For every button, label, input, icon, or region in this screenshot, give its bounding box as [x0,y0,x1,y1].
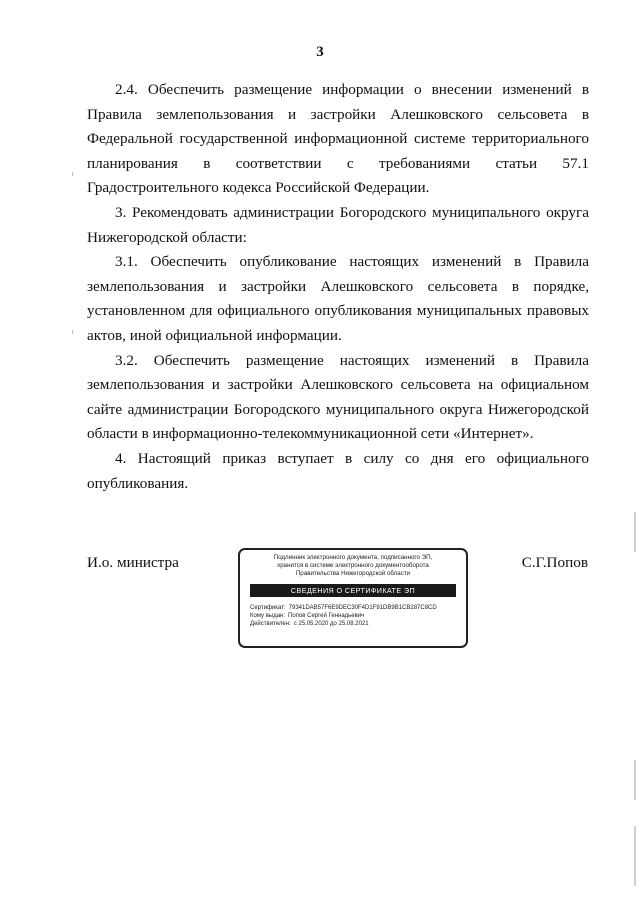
stamp-header-line: Правительства Нижегородской области [295,570,411,577]
issued-to-row [250,612,456,620]
certificate-label: Сертификат: [250,605,286,611]
validity-value: с 25.05.2020 до 25.08.2021 [293,621,369,627]
electronic-signature-stamp [238,548,468,648]
paragraph-3-1: 3.1. Обеспечить опубликование настоящих изменений в Правила землепользования и застройки Алешковского сельсовета в порядке, установленном для официального опубликования муниципальных правовых актов, иной официальной информации. [87,253,589,344]
stamp-banner: СВЕДЕНИЯ О СЕРТИФИКАТЕ ЭП [250,584,456,597]
certificate-row [250,604,456,612]
scan-edge-mark [634,760,636,800]
validity-row [250,620,456,628]
scan-edge-mark [634,826,636,886]
stamp-header-line: хранится в системе электронного документооборота [277,562,429,569]
signer-title: И.о. министра [87,554,179,571]
paragraph-4: 4. Настоящий приказ вступает в силу со дня его официального опубликования. [87,449,589,492]
paragraph-3: 3. Рекомендовать администрации Богородского муниципального округа Нижегородской области: [87,203,589,246]
certificate-value: 79341DAB57F6E9DEC30F4D1F91DB9B1CB287C8CD [288,605,437,611]
paragraph-3-2: 3.2. Обеспечить размещение настоящих изменений в Правила землепользования и застройки Алешковского сельсовета на официальном сайте администрации Богородского муниципального округа Нижегородской области в информационно-телекоммуникационной сети «Интернет». [87,351,589,443]
scan-tick [72,172,73,176]
signature-block [0,548,640,658]
stamp-header [250,554,456,578]
issued-to-label: Кому выдан: [250,613,286,619]
stamp-details [250,604,456,628]
stamp-header-line: Подлинник электронного документа, подписанного ЭП, [273,554,433,561]
paragraph-2-4: 2.4. Обеспечить размещение информации о внесении изменений в Правила землепользования и застройки Алешковского сельсовета в Федеральной государственной информационной системе территориального планирования в соответствии с требованиями статьи 57.1 Градостроительного кодекса Российской Федерации. [87,81,589,197]
validity-label: Действителен: [250,621,291,627]
scan-tick [72,330,73,334]
scan-edge-mark [634,512,636,552]
issued-to-value: Попов Сергей Геннадьевич [288,613,365,619]
page-number: 3 [316,44,324,60]
signer-name: С.Г.Попов [521,554,588,571]
document-body [87,78,589,496]
